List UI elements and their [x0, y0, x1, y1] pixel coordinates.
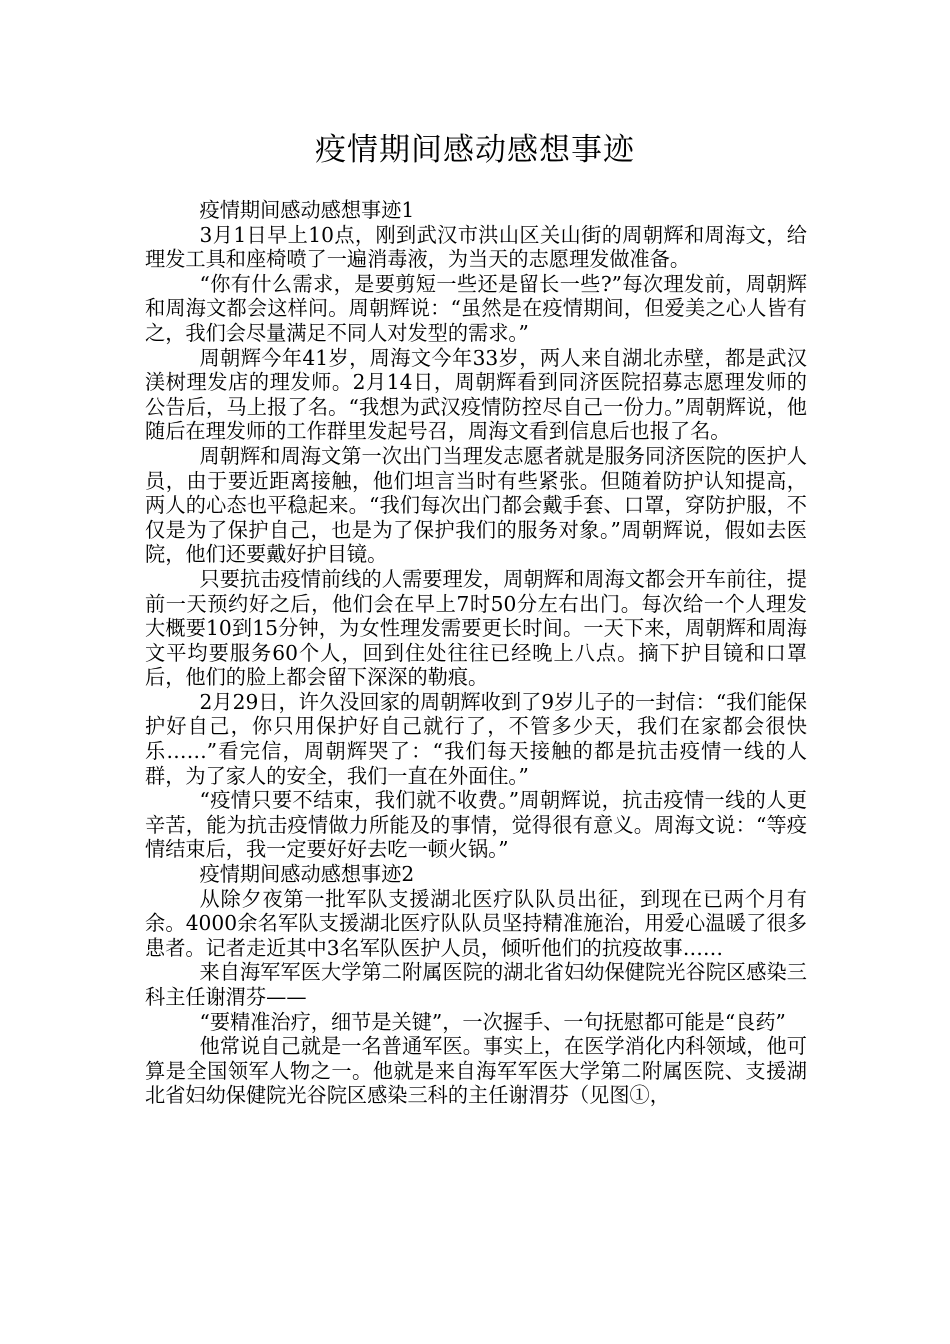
- paragraph: “要精准治疗，细节是关键”，一次握手、一句抚慰都可能是“良药”: [199, 1009, 786, 1034]
- paragraph: 3月1日早上10点，刚到武汉市洪山区关山街的周朝辉和周海文，给理发工具和座椅喷了一遍消毒液，为当天的志愿理发做准备。: [145, 222, 807, 272]
- paragraph: “你有什么需求，是要剪短一些还是留长一些?”每次理发前，周朝辉和周海文都会这样问。周朝辉说：“虽然是在疫情期间，但爱美之心人皆有之，我们会尽量满足不同人对发型的需求。”: [145, 271, 807, 345]
- paragraph: 从除夕夜第一批军队支援湖北医疗队队员出征，到现在已两个月有余。4000余名军队支援湖北医疗队队员坚持精准施治，用爱心温暖了很多患者。记者走近其中3名军队医护人员，倾听他们的抗疫故事……: [145, 886, 807, 960]
- paragraph: 2月29日，许久没回家的周朝辉收到了9岁儿子的一封信：“我们能保护好自己，你只用保护好自己就行了，不管多少天，我们在家都会很快乐……”看完信，周朝辉哭了：“我们每天接触的都是抗击疫情一线的人群，为了家人的安全，我们一直在外面住。”: [145, 689, 807, 788]
- paragraph: 来自海军军医大学第二附属医院的湖北省妇幼保健院光谷院区感染三科主任谢渭芬——: [145, 960, 807, 1009]
- paragraph: 只要抗击疫情前线的人需要理发，周朝辉和周海文都会开车前往，提前一天预约好之后，他们会在早上7时50分左右出门。每次给一个人理发大概要10到15分钟，为女性理发需要更长时间。一天下来，周朝辉和周海文平均要服务60个人，回到住处往往已经晚上八点。摘下护目镜和口罩后，他们的脸上都会留下深深的勒痕。: [145, 566, 807, 690]
- section-heading-2: 疫情期间感动感想事迹2: [199, 862, 415, 887]
- document-title: 疫情期间感动感想事迹: [315, 132, 635, 168]
- section-heading-1: 疫情期间感动感想事迹1: [199, 198, 415, 222]
- paragraph: 周朝辉今年41岁，周海文今年33岁，两人来自湖北赤壁，都是武汉渼树理发店的理发师。2月14日，周朝辉看到同济医院招募志愿理发师的公告后，马上报了名。“我想为武汉疫情防控尽自己一份力。”周朝辉说，他随后在理发师的工作群里发起号召，周海文看到信息后也报了名。: [145, 345, 807, 444]
- paragraph: 周朝辉和周海文第一次出门当理发志愿者就是服务同济医院的医护人员，由于要近距离接触，他们坦言当时有些紧张。但随着防护认知提高，两人的心态也平稳起来。“我们每次出门都会戴手套、口罩，穿防护服，不仅是为了保护自己，也是为了保护我们的服务对象。”周朝辉说，假如去医院，他们还要戴好护目镜。: [145, 443, 807, 567]
- paragraph: “疫情只要不结束，我们就不收费。”周朝辉说，抗击疫情一线的人更辛苦，能为抗击疫情做力所能及的事情，觉得很有意义。周海文说：“等疫情结束后，我一定要好好去吃一顿火锅。”: [145, 788, 807, 862]
- document-body: [145, 198, 807, 1108]
- paragraph: 他常说自己就是一名普通军医。事实上，在医学消化内科领域，他可算是全国领军人物之一。他就是来自海军军医大学第二附属医院、支援湖北省妇幼保健院光谷院区感染三科的主任谢渭芬（见图①，: [145, 1034, 807, 1108]
